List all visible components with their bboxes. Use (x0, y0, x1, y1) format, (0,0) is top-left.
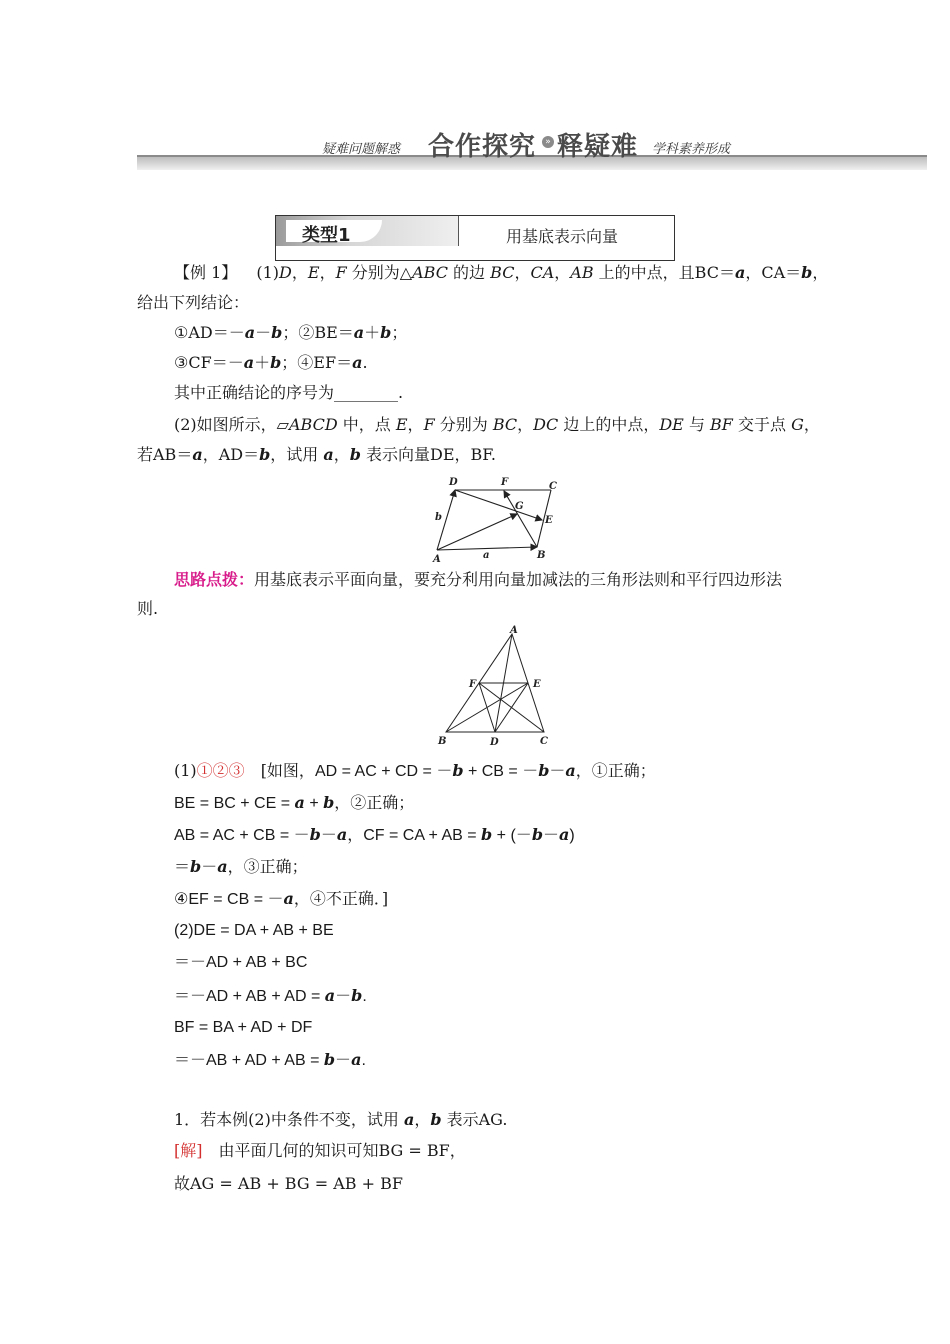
label-b: b (435, 512, 442, 523)
segment-ED (495, 683, 528, 732)
answer-tag: [解] (174, 1141, 203, 1160)
type-title: 用基底表示向量 (506, 227, 619, 246)
hint-line-1: 思路点拨：用基底表示平面向量，要充分利用向量加减法的三角形法则和平行四边形法 (174, 570, 783, 589)
example-question: 其中正确结论的序号为________. (174, 383, 404, 402)
label-a: a (483, 550, 490, 561)
solution-line-4: ＝b－a，③正确； (174, 857, 308, 876)
label-E: E (545, 515, 553, 526)
label-F: F (469, 679, 477, 690)
type-heading-box (275, 215, 675, 261)
example-conclusion-1: ①AD＝－a－b；②BE＝a＋b； (174, 323, 408, 342)
parallelogram-figure (425, 474, 570, 564)
label-C: C (540, 736, 548, 747)
example-part2-line1: (2)如图所示，▱ABCD 中，点 E，F 分别为 BC，DC 边上的中点，DE 与 BF 交于点 G， (174, 415, 820, 434)
label-D: D (490, 737, 499, 748)
solution-answer: ①②③ (196, 761, 245, 780)
header-left-caption: 疑难问题解惑 (322, 142, 401, 157)
solution-line-2: BE = BC + CE = a + b，②正确； (174, 793, 415, 812)
label-A: A (510, 625, 518, 636)
label-B: B (438, 736, 447, 747)
solution-line-8: ＝－AD + AB + AD = a－b. (174, 986, 367, 1005)
header-title-part1: 合作探究 (428, 132, 537, 162)
followup-last-line: 故AG = AB + BG = AB + BF (174, 1174, 403, 1193)
example-part2-line2: 若AB＝a，AD＝b，试用 a，b 表示向量DE，BF. (137, 445, 497, 464)
solution-line-1: (1)①②③ [如图，AD = AC + CD = －b + CB = －b－a，①正确； (174, 761, 656, 780)
label-C: C (549, 481, 557, 492)
hint-line-2: 则. (137, 599, 159, 618)
type-label: 类型1 (302, 225, 351, 246)
hint-tag: 思路点拨： (174, 570, 255, 589)
triangle-figure (432, 624, 556, 750)
header-arrow-icon: » (542, 136, 554, 148)
solution-line-3: AB = AC + CB = －b－a，CF = CA + AB = b + (－b－a) (174, 825, 575, 844)
label-E: E (533, 679, 541, 690)
vector-BF (504, 491, 537, 547)
solution-line-10: ＝－AB + AD + AB = b－a. (174, 1050, 366, 1069)
label-D: D (449, 477, 458, 488)
solution-line-6: (2)DE = DA + AB + BE (174, 922, 334, 939)
vector-DE (455, 490, 542, 520)
type-tab (276, 216, 459, 246)
segment-FD (479, 683, 495, 732)
solution-line-7: ＝－AD + AB + BC (174, 954, 308, 971)
example-line-2: 给出下列结论： (137, 293, 250, 312)
vector-AG (437, 514, 517, 550)
header-right-caption: 学科素养形成 (652, 142, 731, 157)
followup-question: 1．若本例(2)中条件不变，试用 a，b 表示AG. (174, 1110, 508, 1129)
solution-line-5: ④EF = CB = －a，④不正确．] (174, 889, 389, 908)
solution-line-9: BF = BA + AD + DF (174, 1019, 313, 1036)
label-F: F (501, 477, 509, 488)
example-conclusion-2: ③CF＝－a＋b；④EF＝a. (174, 353, 368, 372)
example-line-1: 【例 1】 (1)D，E，F 分别为△ABC 的边 BC，CA，AB 上的中点，且BC＝a，CA＝b， (174, 263, 829, 282)
label-A: A (433, 554, 441, 564)
followup-answer: [解] 由平面几何的知识可知BG = BF， (174, 1141, 466, 1160)
example-tag: 【例 1】 (174, 263, 238, 282)
label-G: G (515, 501, 524, 512)
label-B: B (537, 550, 546, 561)
header-title-part2: 释疑难 (557, 132, 639, 162)
